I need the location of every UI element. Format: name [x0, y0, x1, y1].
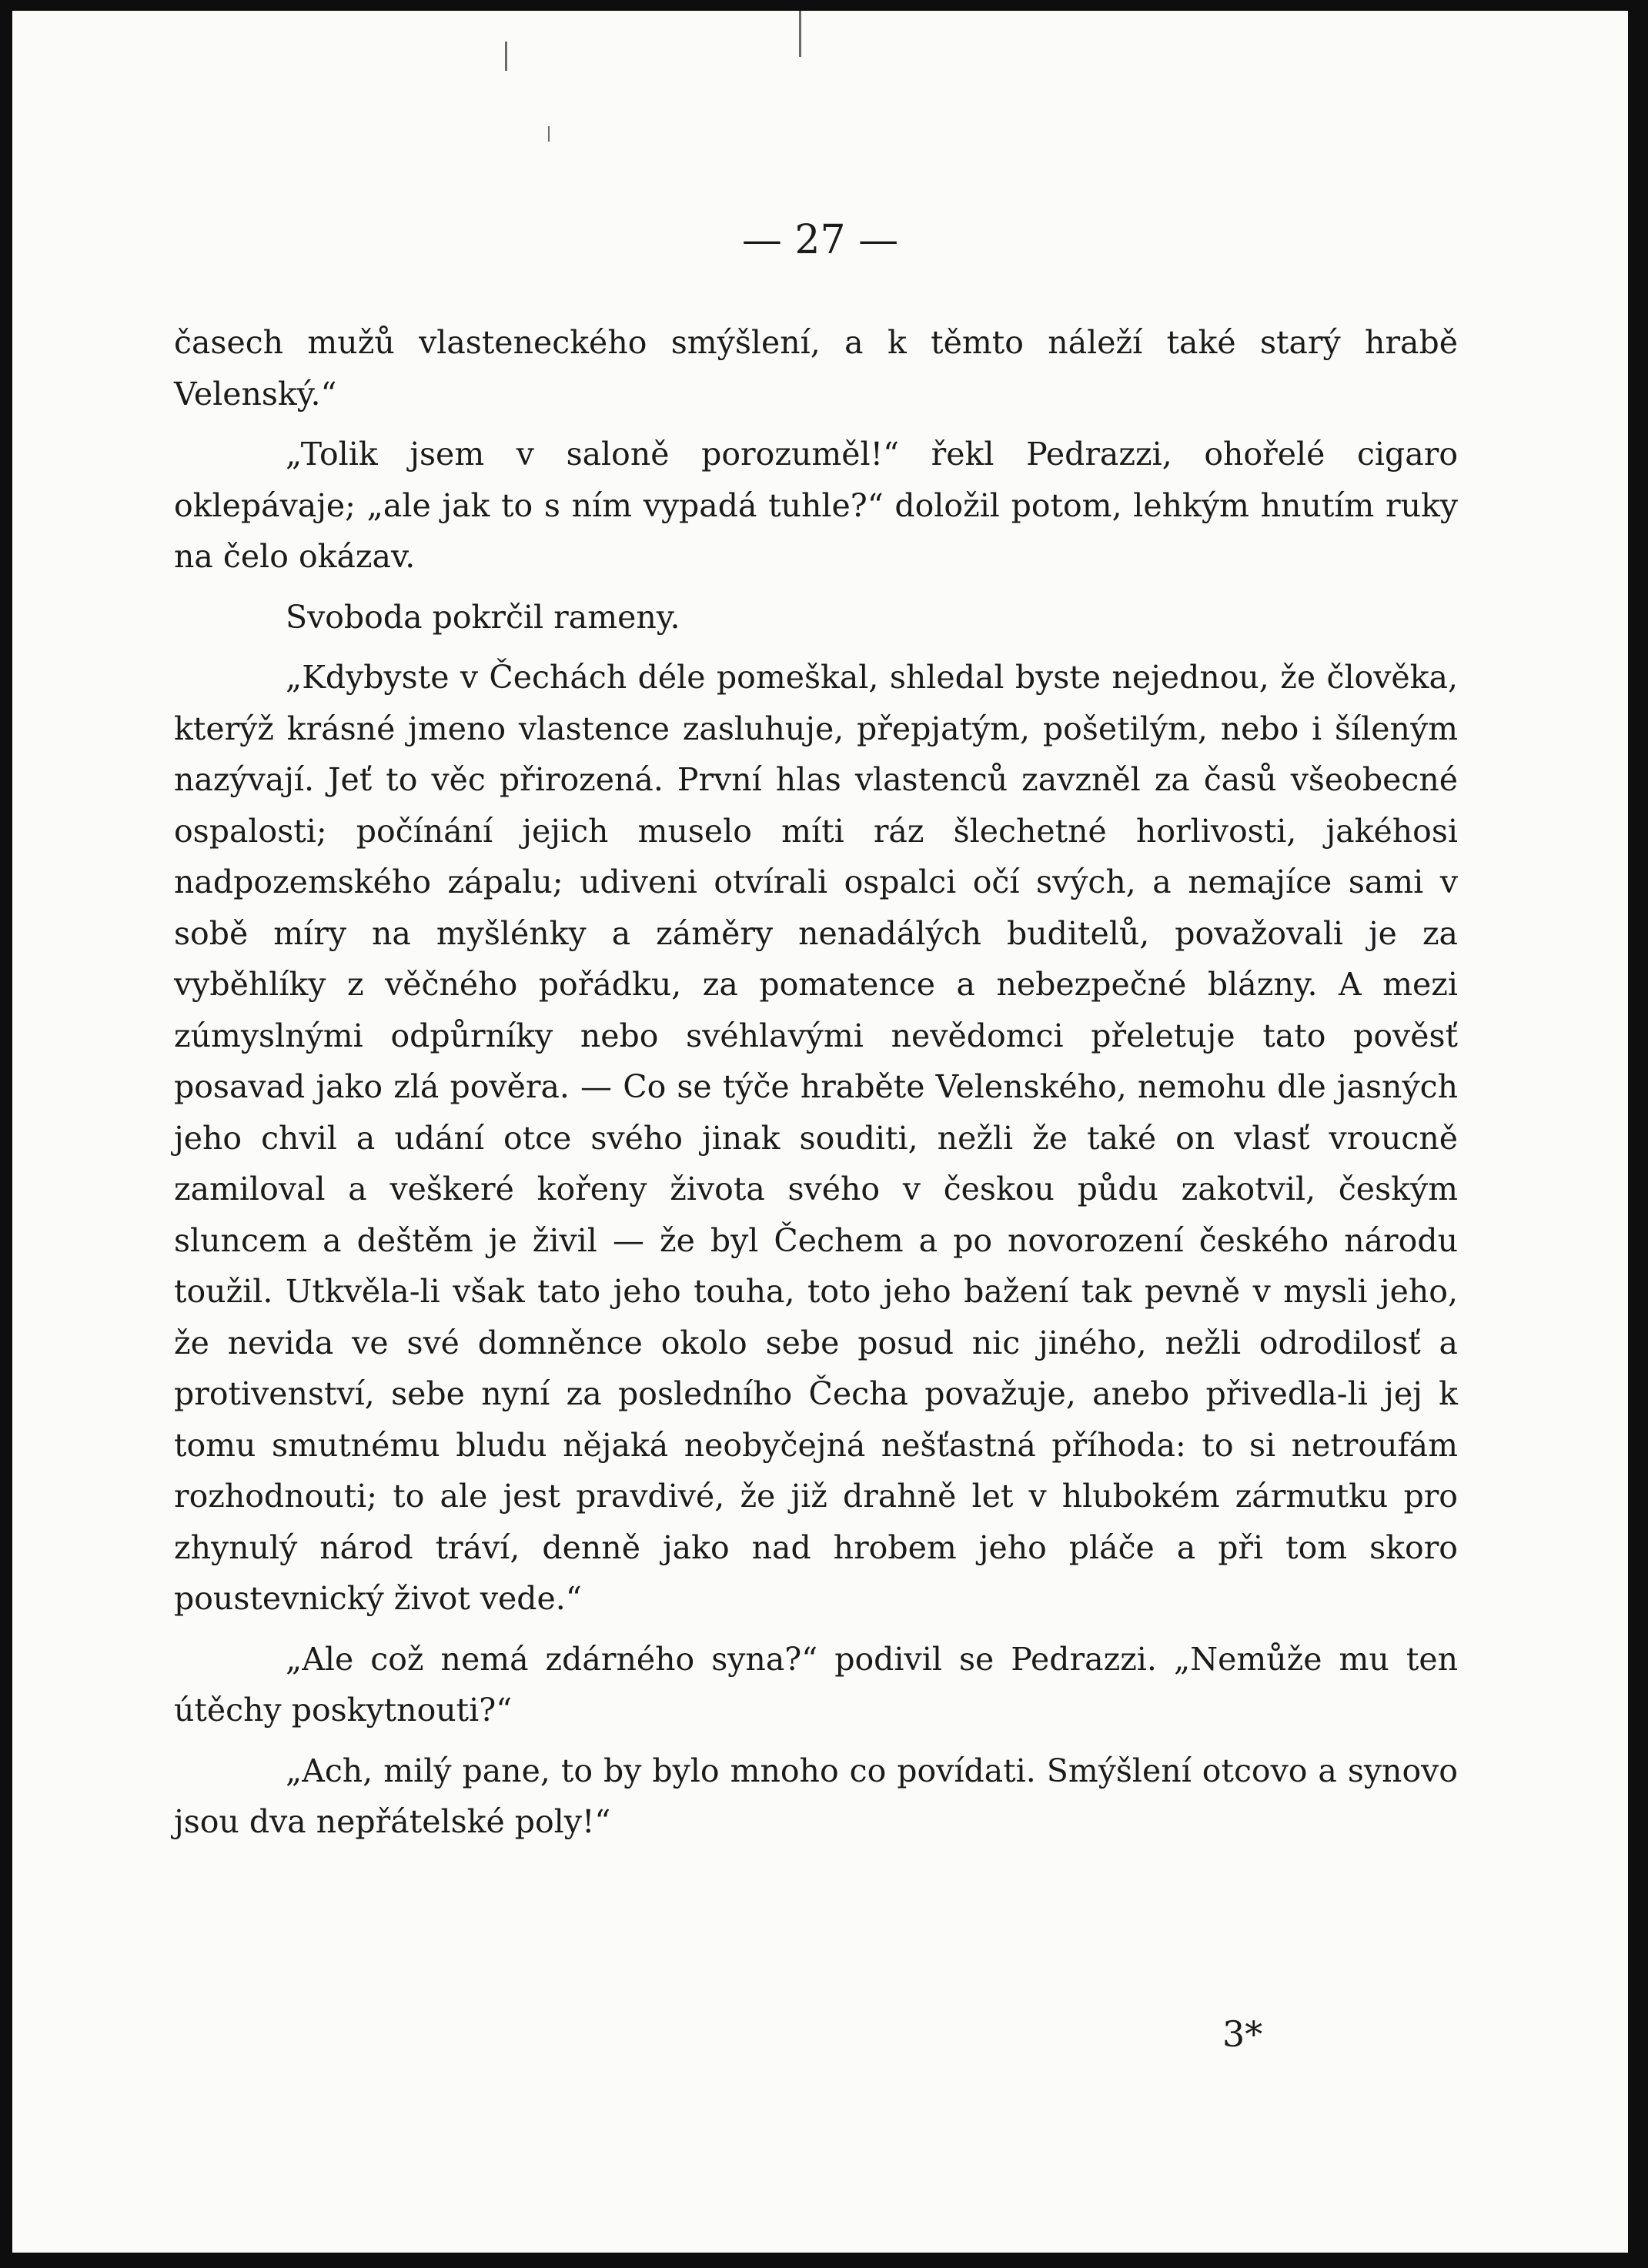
book-page	[12, 11, 1628, 2253]
scan-artifact	[548, 126, 550, 142]
page-number: — 27 —	[741, 217, 899, 263]
paragraph: „Kdybyste v Čechách déle pomeškal, shledal byste nejednou, že člověka, kterýž krásné jmeno vlastence zasluhuje, přepjatým, pošetilým, nebo i šíleným nazývají. Jeť to věc přirozená. První hlas vlastenců zavzněl za časů všeobecné ospalosti; počínání jejich muselo míti ráz šlechetné horlivosti, jakéhosi nadpozemského zápalu; udiveni otvírali ospalci očí svých, a nemajíce sami v sobě míry na myšlénky a záměry nenadálých buditelů, považovali je za vyběhlíky z věčného pořádku, za pomatence a nebezpečné blázny. A mezi zúmyslnými odpůrníky nebo svéhlavými nevědomci přeletuje tato pověsť posavad jako zlá pověra. — Co se týče hraběte Velenského, nemohu dle jasných jeho chvil a udání otce svého jinak souditi, nežli že také on vlasť vroucně zamiloval a veškeré kořeny života svého v českou půdu zakotvil, českým sluncem a deštěm je živil — že byl Čechem a po novorození českého národu toužil. Utkvěla-li však tato jeho touha, toto jeho bažení tak pevně v mysli jeho, že nevida ve své domněnce okolo sebe posud nic jiného, nežli odrodilosť a protivenství, sebe nyní za posledního Čecha považuje, anebo přivedla-li jej k tomu smutnému bludu nějaká neobyčejná nešťastná příhoda: to si netroufám rozhodnouti; to ale jest pravdivé, že již drahně let v hlubokém zármutku pro zhynulý národ tráví, denně jako nad hrobem jeho pláče a při tom skoro poustevnický život vede.“	[174, 659, 1458, 1617]
paragraph: „Tolik jsem v saloně porozuměl!“ řekl Pedrazzi, ohořelé cigaro oklepávaje; „ale jak to s ním vypadá tuhle?“ doložil potom, lehkým hnutím ruky na čelo okázav.	[174, 436, 1458, 575]
signature-mark: 3*	[1222, 2013, 1263, 2055]
body-text	[174, 317, 1458, 1857]
paragraph: Svoboda pokrčil rameny.	[286, 598, 680, 636]
paragraph: časech mužů vlasteneckého smýšlení, a k těmto náleží také starý hrabě Velenský.“	[174, 324, 1458, 413]
paragraph: „Ale což nemá zdárného syna?“ podivil se Pedrazzi. „Nemůže mu ten útěchy poskytnouti?“	[174, 1640, 1458, 1729]
scan-artifact	[799, 11, 801, 57]
scan-artifact	[505, 42, 507, 71]
paragraph: „Ach, milý pane, to by bylo mnoho co povídati. Smýšlení otcovo a synovo jsou dva nepřátelské poly!“	[174, 1752, 1458, 1840]
